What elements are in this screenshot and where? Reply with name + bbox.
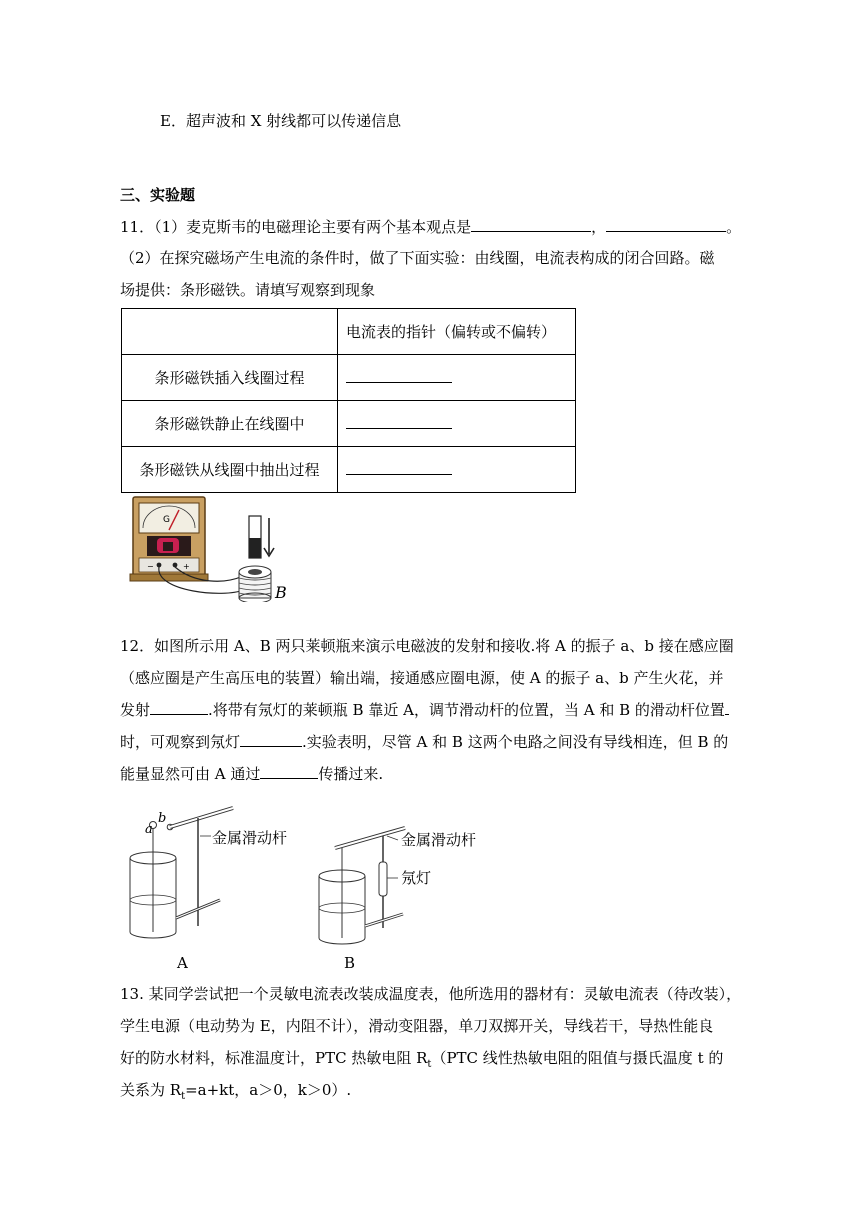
rod-label-b: 金属滑动杆 (401, 831, 477, 849)
q13-text: 好的防水材料，标准温度计，PTC 热敏电阻 R (120, 1049, 428, 1067)
q11-line-3: 场提供：条形磁铁。请填写观察到现象 (120, 281, 376, 299)
q12-text: 能量显然可由 A 通过 (120, 765, 261, 783)
table-header-cell: 电流表的指针（偏转或不偏转） (338, 309, 576, 355)
q12-line-4 (120, 732, 740, 752)
label-a: a (145, 822, 153, 837)
q13-line-4 (120, 1080, 740, 1107)
table-answer-cell[interactable] (338, 447, 576, 493)
answer-blank[interactable] (150, 700, 208, 715)
q12-line-5 (120, 764, 740, 784)
q12-line-1: 12．如图所示用 A、B 两只莱顿瓶来演示电磁波的发射和接收.将 A 的振子 a、b 接在感应圈 (120, 637, 734, 655)
table-header-row (122, 309, 576, 355)
leyden-jar-a (130, 822, 176, 939)
q11-end: 。 (726, 218, 742, 236)
q11-line-2: （2）在探究磁场产生电流的条件时，做了下面实验：由线圈，电流表构成的闭合回路。磁 (120, 249, 715, 267)
rod-label-a: 金属滑动杆 (212, 829, 288, 847)
minus-sign: − (147, 562, 154, 571)
table-header-cell (122, 309, 338, 355)
table-cell: 条形磁铁静止在线圈中 (122, 401, 338, 447)
q12-line-3 (120, 700, 740, 720)
answer-blank[interactable] (725, 700, 729, 715)
label-b: b (158, 811, 167, 826)
q12-text: 发射 (120, 701, 151, 719)
q12-text: .将带有氖灯的莱顿瓶 B 靠近 A，调节滑动杆的位置，当 A 和 B 的滑动杆位置 (208, 701, 725, 719)
table-row (122, 447, 576, 493)
q11-line-1 (120, 217, 740, 237)
q12-text: 传播过来. (318, 765, 384, 783)
q12-text: 时，可观察到氖灯 (120, 733, 241, 751)
galvanometer-figure (125, 492, 300, 602)
answer-blank[interactable] (260, 764, 318, 779)
answer-blank[interactable] (606, 217, 726, 232)
table-cell: 条形磁铁从线圈中抽出过程 (122, 447, 338, 493)
leyden-jar-b (319, 848, 365, 944)
terminal-icon (173, 563, 178, 568)
q13-line-1: 13. 某同学尝试把一个灵敏电流表改装成温度表，他所选用的器材有：灵敏电流表（待改装）， (120, 985, 742, 1003)
answer-blank[interactable] (346, 414, 452, 429)
q12-line-2: （感应圈是产生高压电的装置）输出端，接通感应圈电源，使 A 的振子 a、b 产生火花，并 (120, 669, 724, 687)
table-cell: 条形磁铁插入线圈过程 (122, 355, 338, 401)
subscript: t (181, 1091, 186, 1102)
q13-text: 关系为 R (120, 1081, 182, 1099)
table-answer-cell[interactable] (338, 355, 576, 401)
bar-magnet-icon (249, 516, 261, 558)
table-row (122, 355, 576, 401)
caption-b: B (344, 954, 356, 972)
caption-a: A (177, 954, 188, 972)
answer-blank[interactable] (240, 732, 302, 747)
meter-label: G (163, 515, 170, 525)
leyden-jar-figure (125, 800, 505, 975)
answer-blank[interactable] (346, 368, 452, 383)
q13-line-3 (120, 1048, 740, 1075)
coil-icon (239, 566, 271, 602)
section-title: 三、实验题 (120, 186, 196, 204)
coil-label: B (275, 583, 287, 602)
option-e: E．超声波和 X 射线都可以传递信息 (160, 112, 402, 130)
answer-blank[interactable] (346, 460, 452, 475)
table-answer-cell[interactable] (338, 401, 576, 447)
q11-text-1: 11．（1）麦克斯韦的电磁理论主要有两个基本观点是 (120, 218, 472, 236)
plus-sign: + (183, 562, 190, 571)
answer-blank[interactable] (471, 217, 591, 232)
q12-text: .实验表明，尽管 A 和 B 这两个电路之间没有导线相连，但 B 的 (302, 733, 729, 751)
terminal-icon (157, 563, 162, 568)
table-row (122, 401, 576, 447)
lamp-label: 氖灯 (401, 869, 432, 887)
q13-text: （PTC 线性热敏电阻的阻值与摄氏温度 t 的 (431, 1049, 724, 1067)
subscript: t (427, 1059, 432, 1070)
observation-table (121, 308, 576, 493)
q13-line-2: 学生电源（电动势为 E，内阻不计），滑动变阻器，单刀双掷开关，导线若干，导热性能良 (120, 1017, 714, 1035)
q13-text: =a+kt，a＞0，k＞0）. (185, 1081, 352, 1099)
q11-separator: ， (591, 218, 607, 236)
neon-lamp-icon (379, 862, 387, 896)
arrow-down-icon (264, 518, 274, 556)
